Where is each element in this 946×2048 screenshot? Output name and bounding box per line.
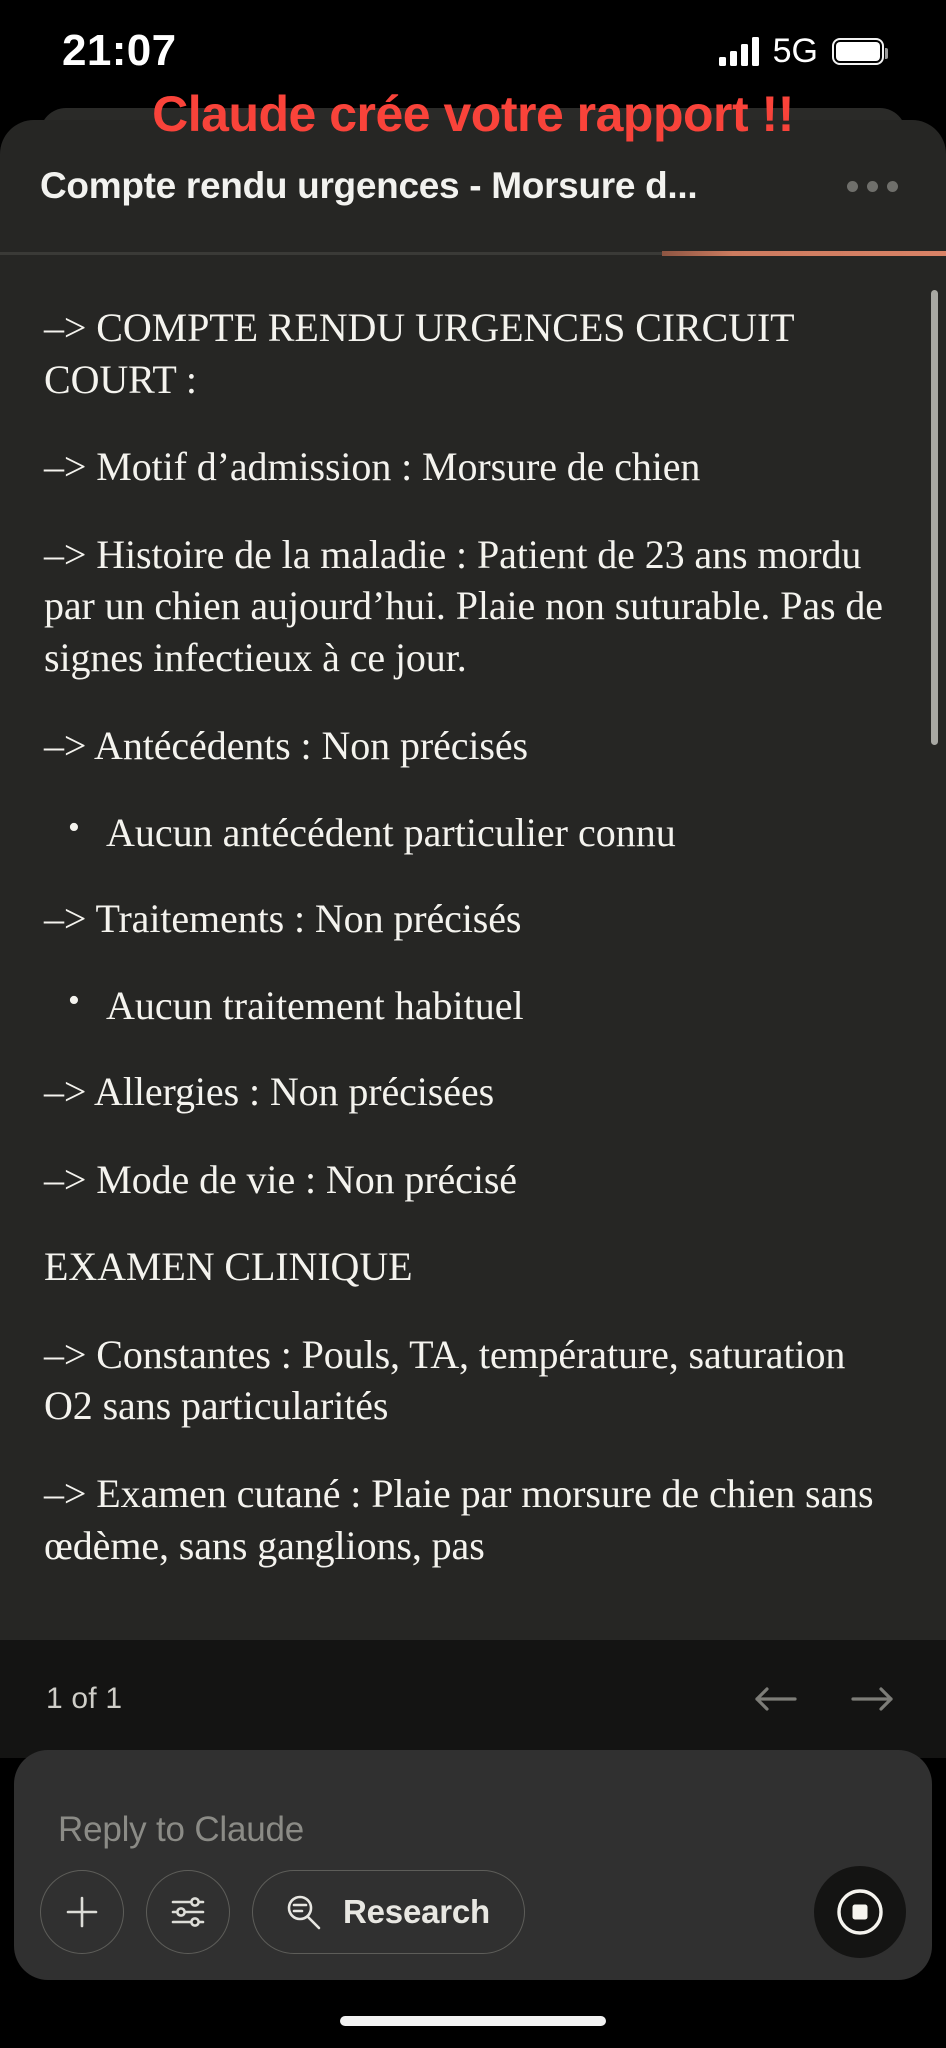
- research-button-label: Research: [343, 1893, 490, 1930]
- sliders-icon[interactable]: [146, 1870, 230, 1954]
- artifact-sheet: [0, 120, 946, 1758]
- list-item: • Aucun traitement habituel: [106, 980, 902, 1032]
- overlay-banner: Claude crée votre rapport !!: [152, 86, 794, 142]
- document-paragraph: –> Mode de vie : Non précisé: [44, 1156, 517, 1202]
- pager-arrows: [748, 1679, 900, 1719]
- document-paragraph: –> Allergies : Non précisées: [44, 1068, 495, 1114]
- artifact-header: [0, 120, 946, 252]
- list-item: • Aucun antécédent particulier connu: [106, 807, 902, 859]
- document-bullet-list: [44, 980, 902, 1032]
- document-paragraph: EXAMEN CLINIQUE: [44, 1244, 413, 1290]
- artifact-pager: [0, 1640, 946, 1758]
- document-paragraph: –> Histoire de la maladie : Patient de 23 ans mordu par un chien aujourd’hui. Plaie non suturable. Pas de signes infectieux à ce jour.: [44, 531, 883, 680]
- document-bullet-list: [44, 807, 902, 859]
- status-bar-clock: 21:07: [62, 26, 177, 75]
- document-paragraph: –> Motif d’admission : Morsure de chien: [44, 444, 701, 490]
- page-indicator: 1 of 1: [46, 1682, 123, 1715]
- network-type-label: 5G: [772, 32, 818, 70]
- reply-input-placeholder[interactable]: Reply to Claude: [58, 1810, 305, 1849]
- battery-full-icon: [832, 38, 884, 65]
- more-options-icon[interactable]: [839, 163, 906, 210]
- home-indicator: [340, 2016, 606, 2026]
- research-search-icon: [281, 1890, 325, 1934]
- arrow-left-icon[interactable]: [748, 1679, 802, 1719]
- message-composer: [14, 1750, 932, 1980]
- document-paragraph: –> COMPTE RENDU URGENCES CIRCUIT COURT :: [44, 305, 794, 402]
- cellular-bars-icon: [719, 36, 759, 66]
- research-button[interactable]: [252, 1870, 525, 1954]
- artifact-document-body[interactable]: [0, 260, 946, 1758]
- artifact-title: Compte rendu urgences - Morsure d...: [40, 165, 698, 206]
- document-paragraph: –> Examen cutané : Plaie par morsure de chien sans œdème, sans ganglions, pas: [44, 1470, 874, 1568]
- document-paragraph: –> Antécédents : Non précisés: [44, 722, 528, 768]
- generation-progress-bar: [662, 251, 946, 256]
- document-scrollbar[interactable]: [931, 290, 938, 745]
- stop-icon[interactable]: [814, 1866, 906, 1958]
- status-bar: [0, 0, 946, 96]
- document-paragraph: –> Traitements : Non précisés: [44, 895, 522, 941]
- document-paragraph: –> Constantes : Pouls, TA, température, saturation O2 sans particularités: [44, 1331, 846, 1429]
- arrow-right-icon[interactable]: [846, 1679, 900, 1719]
- status-bar-indicators: [719, 34, 884, 68]
- plus-icon[interactable]: [40, 1870, 124, 1954]
- composer-toolbar: [40, 1866, 906, 1958]
